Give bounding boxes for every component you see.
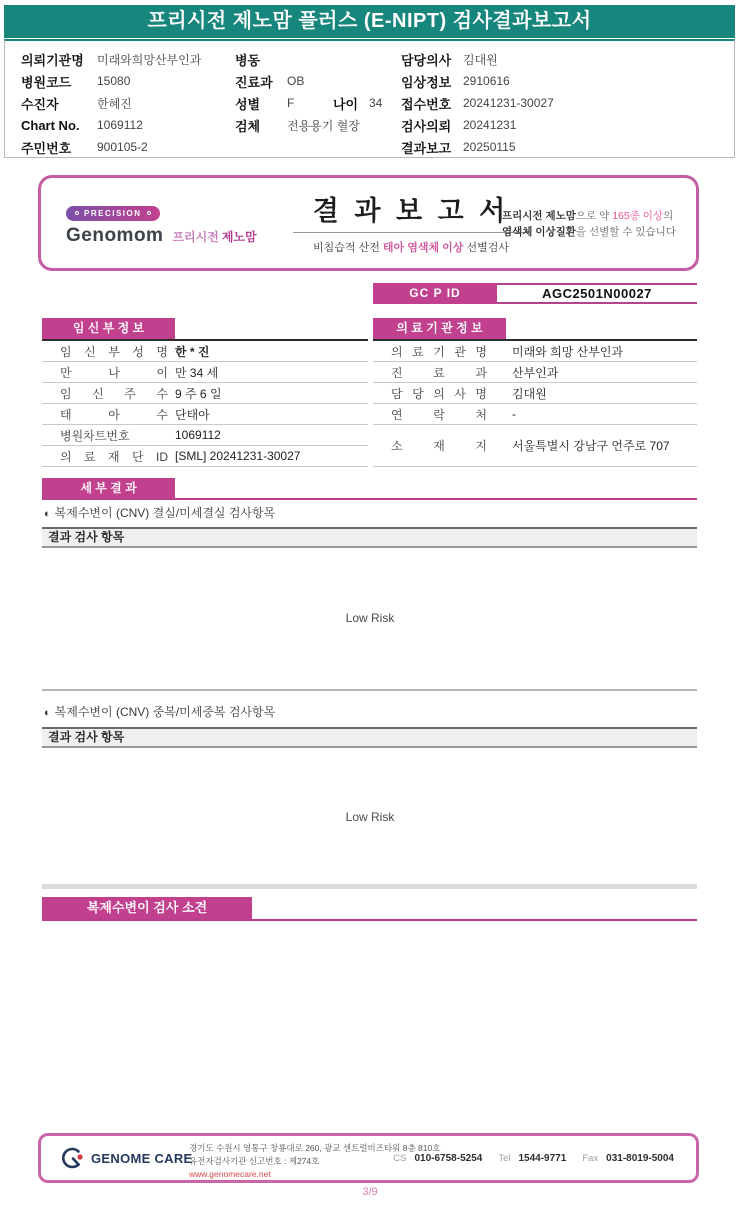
gcpid-value: AGC2501N00027 <box>497 283 697 304</box>
row-value: 1069112 <box>175 428 221 442</box>
detail-result-header-label: 세 부 결 과 <box>42 478 175 498</box>
table-row <box>42 383 368 404</box>
title-underline <box>293 232 529 233</box>
info-row <box>401 92 554 114</box>
brand-name: Genomom <box>66 224 164 246</box>
field-value: 20250115 <box>463 140 516 154</box>
row-label: 진 료 과 <box>391 365 487 380</box>
row-label: 담 당 의 사 명 <box>391 386 487 401</box>
info-row <box>401 70 554 92</box>
table-row <box>373 425 697 467</box>
precision-badge <box>66 206 160 221</box>
cs-number: 010-6758-5254 <box>414 1152 483 1164</box>
cnv-duplication-section-title <box>44 703 275 720</box>
field-value: 한혜진 <box>97 96 132 111</box>
row-label: 연 락 처 <box>391 407 487 422</box>
detail-result-section-header <box>42 478 697 500</box>
fax-label: Fax <box>582 1152 599 1164</box>
badge-dot-icon <box>147 211 151 215</box>
field-value: 김대원 <box>463 52 498 67</box>
info-row <box>401 48 554 70</box>
field-value: 15080 <box>97 74 131 88</box>
row-label: 병원차트번호 <box>60 428 130 443</box>
info-row <box>21 114 201 136</box>
report-header-card <box>38 175 699 271</box>
field-value: OB <box>287 74 305 88</box>
field-value: 미래와희망산부인과 <box>97 52 202 67</box>
row-value: 한 * 진 <box>175 344 210 359</box>
field-value: 34 <box>369 96 383 110</box>
info-row <box>235 114 382 136</box>
info-row <box>235 48 382 70</box>
company-name: GENOME CARE <box>91 1150 193 1166</box>
company-website: www.genomecare.net <box>189 1168 271 1179</box>
request-info-col3 <box>401 48 554 158</box>
row-value: 만 34 세 <box>175 365 219 380</box>
field-label: 병원코드 <box>21 74 72 90</box>
half-circle-bullet-icon: ◐ <box>44 508 51 520</box>
row-label: 소 재 지 <box>391 439 487 453</box>
row-value: 9 주 6 일 <box>175 386 222 401</box>
tel-label: Tel <box>498 1152 511 1164</box>
row-value: - <box>512 407 516 421</box>
row-label: 태 아 수 <box>60 407 168 422</box>
field-value: 20241231-30027 <box>463 96 554 110</box>
brand-row <box>66 225 257 247</box>
contact-info <box>393 1136 682 1180</box>
field-label: 검사의뢰 <box>401 118 452 134</box>
result-column-header: 결과 검사 항목 <box>42 527 697 548</box>
info-row <box>235 70 382 92</box>
field-value: 1069112 <box>97 118 143 132</box>
field-label: 나이 <box>333 96 359 112</box>
cnv-findings-section-header <box>42 897 697 921</box>
table-row <box>42 404 368 425</box>
report-title: 프리시전 제노맘 플러스 (E-NIPT) 검사결과보고서 <box>147 10 592 32</box>
section-divider <box>42 689 697 691</box>
service-tagline: 프리시전 제노맘으로 약 165종 이상의 염색체 이상질환을 선별할 수 있습니다 <box>502 210 676 239</box>
table-row <box>373 362 697 383</box>
info-row <box>21 70 201 92</box>
row-label: 만 나 이 <box>60 365 168 380</box>
row-value: 서울특별시 강남구 언주로 707 <box>512 439 670 453</box>
row-value: 단태아 <box>175 407 210 422</box>
badge-dot-icon <box>75 211 79 215</box>
page-number: 3/9 <box>362 1186 378 1198</box>
genome-care-mark-icon <box>59 1145 85 1171</box>
document-subtitle: 비침습적 산전 태아 염색체 이상 선별검사 <box>313 242 509 254</box>
clinic-info-table <box>373 318 697 467</box>
address-line-1: 경기도 수원시 영통구 창룡대로 260, 광교 센트럴비즈타워 8층 810호 <box>189 1143 441 1153</box>
genomom-logo <box>66 202 257 247</box>
row-label: 임 신 부 성 명 <box>60 344 168 359</box>
field-label: Chart No. <box>21 117 80 133</box>
request-info-col1 <box>21 48 201 158</box>
row-value: [SML] 20241231-30027 <box>175 449 301 463</box>
row-label: 의 료 재 단 ID <box>60 449 168 464</box>
brand-korean-light: 프리시전 <box>172 229 219 244</box>
section-title-text: 복제수변이 (CNV) 중복/미세중복 검사항목 <box>54 705 276 719</box>
half-circle-bullet-icon: ◐ <box>44 707 51 719</box>
field-label: 병동 <box>235 52 261 68</box>
row-label: 의 료 기 관 명 <box>391 344 487 359</box>
result-column-header: 결과 검사 항목 <box>42 727 697 748</box>
info-row <box>235 92 382 114</box>
row-label: 임 신 주 수 <box>60 386 168 401</box>
row-value: 미래와 희망 산부인과 <box>512 344 623 359</box>
cnv-deletion-section-title <box>44 504 275 521</box>
field-label: 수진자 <box>21 96 59 112</box>
request-info-panel <box>4 39 735 158</box>
tel-number: 1544-9771 <box>518 1152 567 1164</box>
info-row <box>21 48 201 70</box>
table-row <box>42 425 368 446</box>
address-line-2: 유전자검사기관 신고번호 : 제274호 <box>189 1155 320 1166</box>
row-value: 김대원 <box>512 386 547 401</box>
brand-korean-bold: 제노맘 <box>221 229 257 244</box>
field-label: 임상정보 <box>401 74 452 90</box>
info-row <box>401 136 554 158</box>
field-label: 주민번호 <box>21 140 72 156</box>
mother-info-table <box>42 318 368 467</box>
result-value: Low Risk <box>345 810 395 824</box>
cnv-findings-header-label: 복제수변이 검사 소견 <box>42 897 252 919</box>
section-title-text: 복제수변이 (CNV) 결실/미세결실 검사항목 <box>54 506 276 520</box>
report-title-bar <box>4 5 735 38</box>
field-value: 900105-2 <box>97 140 148 154</box>
field-value: 2910616 <box>463 74 510 88</box>
section-divider-thick <box>42 884 697 889</box>
table-row <box>373 383 697 404</box>
document-title: 결 과 보 고 서 <box>312 196 510 226</box>
mother-info-header: 임 신 부 정 보 <box>42 318 175 339</box>
request-info-col2 <box>235 48 382 136</box>
footer-card <box>38 1133 699 1183</box>
field-label: 성별 <box>235 96 261 112</box>
table-row <box>373 341 697 362</box>
row-value: 산부인과 <box>512 365 559 380</box>
table-row <box>42 362 368 383</box>
genome-care-logo <box>59 1136 193 1180</box>
field-value: 전용용기 혈장 <box>287 118 360 133</box>
info-row <box>21 92 201 114</box>
gcpid-label: GC P ID <box>373 283 497 304</box>
field-label: 진료과 <box>235 74 273 90</box>
field-label: 결과보고 <box>401 140 452 156</box>
table-row <box>373 404 697 425</box>
field-label: 검체 <box>235 118 261 134</box>
badge-label: PRECISION <box>84 208 142 218</box>
table-row <box>42 341 368 362</box>
field-label: 담당의사 <box>401 52 452 68</box>
fax-number: 031-8019-5004 <box>606 1152 674 1164</box>
field-value: F <box>287 96 295 110</box>
result-value: Low Risk <box>345 611 395 625</box>
info-row <box>401 114 554 136</box>
cs-label: CS <box>393 1152 407 1164</box>
table-row <box>42 446 368 467</box>
field-label: 접수번호 <box>401 96 452 112</box>
field-label: 의뢰기관명 <box>21 52 84 68</box>
clinic-info-header: 의 료 기 관 정 보 <box>373 318 506 339</box>
document-title-block <box>293 189 529 255</box>
info-row <box>21 136 201 158</box>
field-value: 20241231 <box>463 118 517 132</box>
